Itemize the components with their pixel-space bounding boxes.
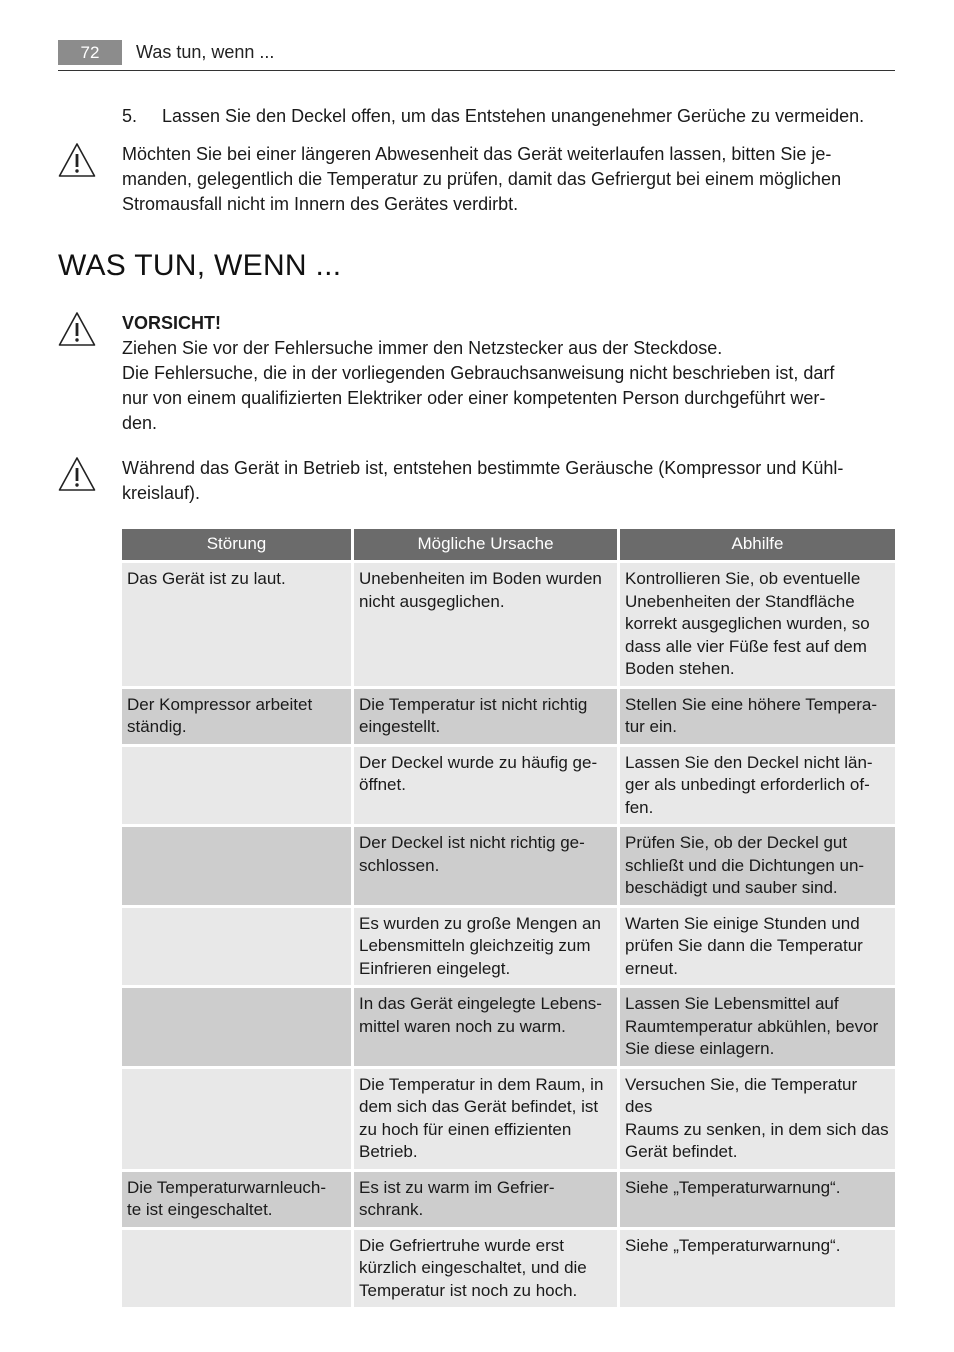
text-line: Stromausfall nicht im Innern des Gerätes verdirbt. (122, 194, 519, 214)
cell-line: zu hoch für einen effizienten (359, 1119, 572, 1139)
cell-line: öffnet. (359, 775, 406, 794)
cell-line: nicht ausgeglichen. (359, 591, 505, 611)
cell-line: Die Temperatur ist nicht richtig (359, 694, 588, 714)
cell-line: Boden stehen. (625, 659, 735, 678)
remedy-cell (620, 689, 895, 744)
page-number: 72 (58, 40, 122, 65)
problem-cell (122, 747, 351, 825)
column-header-cause: Mögliche Ursache (354, 529, 617, 560)
warning-absence-text (122, 142, 892, 217)
cell-line: beschädigt und sauber sind. (625, 878, 838, 897)
cell-line: Temperatur ist noch zu hoch. (359, 1280, 578, 1300)
cell-line: Betrieb. (359, 1142, 418, 1161)
remedy-cell (620, 1069, 895, 1169)
cell-line: Lassen Sie Lebensmittel auf (625, 994, 839, 1013)
cell-line: fen. (625, 797, 654, 817)
cell-line: Einfrieren eingelegt. (359, 958, 511, 978)
text-line: Die Fehlersuche, die in der vorliegenden Gebrauchsanweisung nicht beschrieben ist, darf (122, 363, 835, 383)
cell-line: Kontrollieren Sie, ob eventuelle (625, 569, 861, 588)
remedy-cell (620, 827, 895, 905)
cell-line: Lebensmitteln gleichzeitig zum (359, 936, 591, 955)
text-line: manden, gelegentlich die Temperatur zu prüfen, damit das Gefriergut bei einem möglichen (122, 169, 842, 189)
table-row (122, 827, 895, 905)
cause-cell (354, 689, 617, 744)
table-row (122, 689, 895, 744)
problem-cell (122, 689, 351, 744)
cell-line: Die Temperaturwarnleuch- (127, 1177, 327, 1197)
cell-line: schrank. (359, 1200, 424, 1219)
cell-line: Der Kompressor arbeitet (127, 694, 313, 714)
column-header-remedy: Abhilfe (620, 529, 895, 560)
table-row (122, 747, 895, 825)
cell-line: Die Temperatur in dem Raum, in (359, 1074, 604, 1094)
table-row (122, 1230, 895, 1308)
remedy-cell (620, 563, 895, 686)
problem-cell (122, 563, 351, 686)
cell-line: In das Gerät eingelegte Lebens- (359, 994, 602, 1013)
cell-line: Die Gefriertruhe wurde erst (359, 1235, 565, 1255)
cell-line: schlossen. (359, 855, 440, 875)
step-5 (122, 104, 902, 129)
section-title: WAS TUN, WENN ... (58, 249, 342, 282)
cell-line: Lassen Sie den Deckel nicht län- (625, 752, 873, 772)
remedy-cell (620, 1230, 895, 1308)
cell-line: dem sich das Gerät befindet, ist (359, 1097, 599, 1116)
cause-cell (354, 563, 617, 686)
step-number: 5. (122, 106, 138, 126)
cell-line: Der Deckel wurde zu häufig ge- (359, 752, 598, 772)
cell-line: Prüfen Sie, ob der Deckel gut (625, 833, 848, 852)
text-line: Möchten Sie bei einer längeren Abwesenheit das Gerät weiterlaufen lassen, bitten Sie je- (122, 144, 832, 164)
problem-cell (122, 1069, 351, 1169)
cell-line: Versuchen Sie, die Temperatur des (625, 1074, 858, 1116)
problem-cell (122, 908, 351, 986)
cause-cell (354, 1230, 617, 1308)
text-line: Ziehen Sie vor der Fehlersuche immer den Netzstecker aus der Steckdose. (122, 338, 723, 358)
cell-line: Das Gerät ist zu laut. (127, 569, 286, 588)
cell-line: prüfen Sie dann die Temperatur (625, 936, 863, 955)
cause-cell (354, 827, 617, 905)
cell-line: dass alle vier Füße fest auf dem (625, 636, 867, 656)
table-row (122, 908, 895, 986)
cell-line: ständig. (127, 717, 187, 736)
problem-cell (122, 988, 351, 1066)
troubleshooting-table (119, 526, 898, 1310)
caution-text (122, 311, 892, 436)
step-text: Lassen Sie den Deckel offen, um das Entstehen unangenehmer Gerüche zu vermeiden. (162, 106, 865, 126)
cell-line: Es wurden zu große Mengen an (359, 913, 601, 933)
cell-line: Gerät befindet. (625, 1142, 738, 1161)
warning-triangle-icon (58, 142, 96, 178)
cell-line: ger als unbedingt erforderlich of- (625, 775, 870, 794)
cell-line: Siehe „Temperaturwarnung“. (625, 1235, 841, 1255)
warning-triangle-icon (58, 456, 96, 492)
cell-line: kürzlich eingeschaltet, und die (359, 1258, 587, 1277)
cell-line: Raums zu senken, in dem sich das (625, 1119, 889, 1139)
cell-line: Raumtemperatur abkühlen, bevor (625, 1016, 879, 1036)
remedy-cell (620, 908, 895, 986)
cell-line: erneut. (625, 958, 678, 978)
problem-cell (122, 827, 351, 905)
warning-triangle-icon (58, 311, 96, 347)
cell-line: Es ist zu warm im Gefrier- (359, 1177, 555, 1197)
table-row (122, 1172, 895, 1227)
table-row (122, 1069, 895, 1169)
cause-cell (354, 747, 617, 825)
cell-line: Der Deckel ist nicht richtig ge- (359, 833, 585, 852)
remedy-cell (620, 1172, 895, 1227)
problem-cell (122, 1172, 351, 1227)
text-line: den. (122, 413, 158, 433)
remedy-cell (620, 747, 895, 825)
remedy-cell (620, 988, 895, 1066)
cell-line: schließt und die Dichtungen un- (625, 855, 865, 875)
cell-line: te ist eingeschaltet. (127, 1200, 273, 1219)
cell-line: Siehe „Temperaturwarnung“. (625, 1177, 841, 1197)
cell-line: eingestellt. (359, 717, 441, 736)
text-line: nur von einem qualifizierten Elektriker oder einer kompetenten Person durchgeführt wer- (122, 388, 826, 408)
cause-cell (354, 1069, 617, 1169)
cell-line: Unebenheiten der Standfläche (625, 591, 855, 611)
caution-heading: VORSICHT! (122, 313, 221, 333)
text-line: Während das Gerät in Betrieb ist, entstehen bestimmte Geräusche (Kompressor und Kühl- (122, 458, 844, 478)
cell-line: mittel waren noch zu warm. (359, 1016, 566, 1036)
table-row (122, 563, 895, 686)
problem-cell (122, 1230, 351, 1308)
cell-line: Unebenheiten im Boden wurden (359, 569, 602, 588)
page-header (58, 40, 895, 71)
cell-line: korrekt ausgeglichen wurden, so (625, 614, 870, 633)
warning-noise-text (122, 456, 892, 506)
cause-cell (354, 988, 617, 1066)
table-row (122, 988, 895, 1066)
cell-line: Sie diese einlagern. (625, 1039, 775, 1058)
cause-cell (354, 1172, 617, 1227)
table-header-row (122, 529, 895, 560)
cause-cell (354, 908, 617, 986)
running-title: Was tun, wenn ... (136, 42, 275, 62)
cell-line: Warten Sie einige Stunden und (625, 913, 860, 933)
text-line: kreislauf). (122, 483, 201, 503)
column-header-problem: Störung (122, 529, 351, 560)
cell-line: tur ein. (625, 717, 677, 736)
cell-line: Stellen Sie eine höhere Tempera- (625, 694, 878, 714)
